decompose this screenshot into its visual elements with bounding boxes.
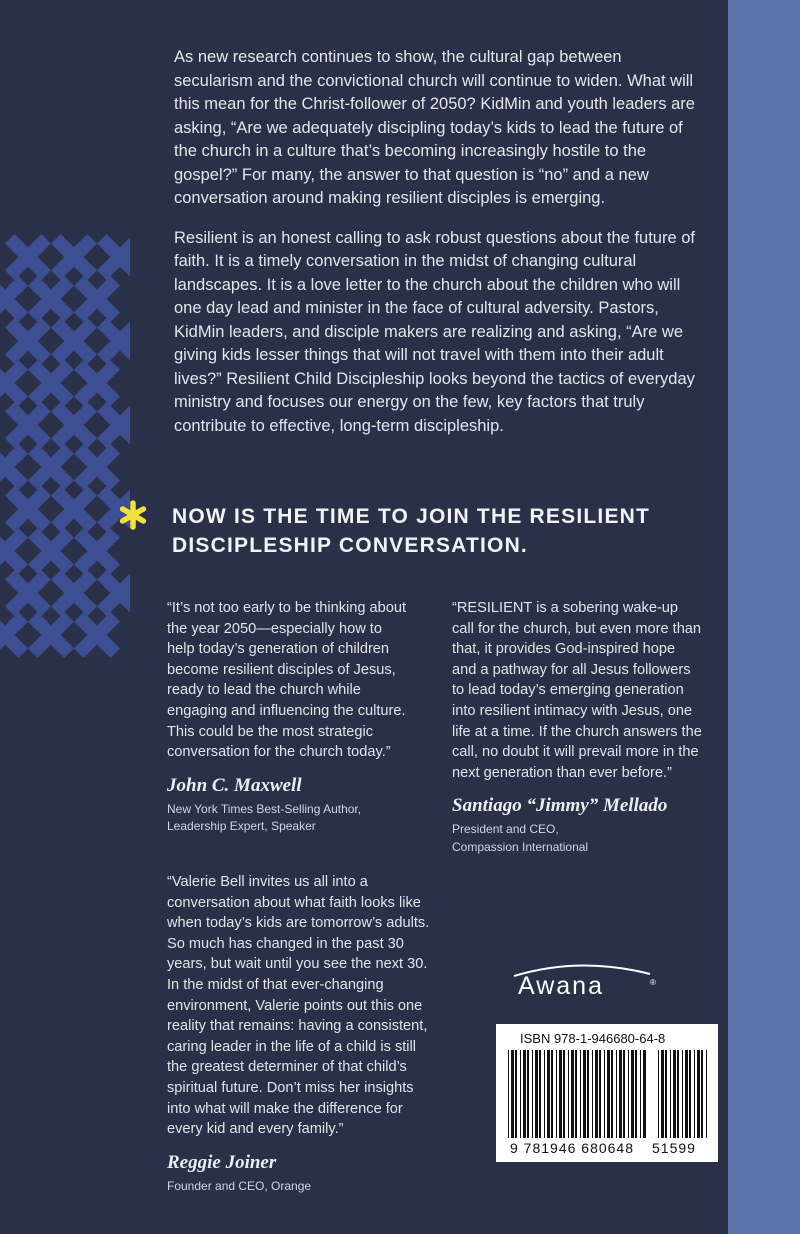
endorsement-text: “RESILIENT is a sobering wake-up call for the church, but even more than that, it provides God-inspired hope and a pathway for all Jesus followers to lead today’s emerging generation into resilient intimacy with Jesus, one life at a time. If the church answers the call, no doubt it will prevail more in the next generation than ever before.”	[452, 600, 702, 781]
barcode-bar	[520, 1050, 521, 1138]
x-pattern-shape	[51, 318, 97, 364]
barcode-bar	[599, 1050, 601, 1138]
awana-logo	[500, 962, 680, 1002]
x-pattern-shape	[97, 402, 130, 448]
intro-paragraph-1: As new research continues to show, the cultural gap between secularism and the convictional church will continue to widen. What will this mean for the Christ-follower of 2050? KidMin and youth leaders are asking, “Are we adequately discipling today’s kids to lead the future of the church in a culture that’s becoming increasingly hostile to the gospel?” For many, the answer to that question is “no” and a new conversation around making resilient disciples is emerging.	[174, 48, 695, 207]
barcode-bar	[619, 1050, 622, 1138]
barcode-bar	[607, 1050, 610, 1138]
barcode-bar	[595, 1050, 598, 1138]
barcode-bar	[547, 1050, 550, 1138]
x-pattern-shape	[0, 360, 28, 406]
barcode-bar	[701, 1050, 703, 1138]
barcode-bar	[689, 1050, 691, 1138]
x-pattern-shape	[28, 444, 74, 490]
x-pattern-shape	[5, 570, 51, 616]
endorser-title-line-1: President and CEO,	[452, 822, 559, 837]
x-pattern-shape	[0, 612, 28, 658]
x-pattern-shape	[97, 318, 130, 364]
barcode-bar	[511, 1050, 514, 1138]
barcode-bar	[508, 1050, 509, 1138]
barcode-bar	[694, 1050, 695, 1138]
x-pattern-shape	[5, 402, 51, 448]
x-pattern-shape	[5, 486, 51, 532]
callout-line-2: DISCIPLESHIP CONVERSATION.	[172, 534, 528, 557]
spine-strip	[728, 0, 800, 1234]
intro-paragraph-2: Resilient is an honest calling to ask robust questions about the future of faith. It is a timely conversation in the midst of changing cultural landscapes. It is a love letter to the church about the children who will one day lead and minister in the face of cultural adversity. Pastors, KidMin leaders, and disciple makers are realizing and asking, “Are we giving kids lesser things that will not travel with them into their adult lives?” Resilient Child Discipleship looks beyond the tactics of everyday ministry and focuses our energy on the few, key factors that truly contribute to effective, long-term discipleship.	[174, 228, 695, 435]
barcode-bar	[583, 1050, 586, 1138]
barcode-bar	[665, 1050, 667, 1138]
barcode-bar	[535, 1050, 538, 1138]
barcode-bar	[592, 1050, 593, 1138]
endorser-title-line-2: Compassion International	[452, 839, 589, 854]
barcode-bar	[604, 1050, 605, 1138]
x-pattern-shape	[51, 402, 97, 448]
barcode-bar	[670, 1050, 671, 1138]
barcode-bar	[616, 1050, 617, 1138]
asterisk-icon	[118, 500, 148, 530]
endorsement-mellado	[452, 598, 702, 856]
endorsement-text: “It’s not too early to be thinking about the year 2050—especially how to help today’s generation of children become resilient disciples of Jesus, ready to lead the church while engaging and influencing the culture. This could be the most strategic conversation for the church today.”	[167, 600, 407, 761]
barcode-bar	[640, 1050, 641, 1138]
barcode-bar	[527, 1050, 529, 1138]
barcode-bar	[697, 1050, 700, 1138]
barcode-bar	[628, 1050, 629, 1138]
x-pattern-shape	[51, 570, 97, 616]
barcode-bar	[682, 1050, 683, 1138]
barcode-bar	[544, 1050, 545, 1138]
barcode-bar	[532, 1050, 533, 1138]
x-pattern-shape	[74, 612, 120, 658]
barcode-bar	[571, 1050, 574, 1138]
endorser-name: Santiago “Jimmy” Mellado	[452, 795, 668, 817]
intro-text	[174, 46, 704, 454]
barcode-bar	[556, 1050, 557, 1138]
barcode-bar	[559, 1050, 562, 1138]
barcode-bar	[568, 1050, 569, 1138]
barcode-bars	[504, 1050, 710, 1142]
barcode-bar	[611, 1050, 613, 1138]
barcode-bar	[631, 1050, 634, 1138]
x-pattern-shape	[74, 276, 120, 322]
barcode-bar	[635, 1050, 637, 1138]
x-pattern-shape	[0, 444, 28, 490]
x-pattern-decoration	[0, 0, 130, 1234]
barcode-bar	[685, 1050, 688, 1138]
barcode	[496, 1024, 718, 1162]
logo-wordmark: Awana	[518, 972, 604, 1000]
endorsement-joiner	[167, 872, 437, 1195]
endorser-title-line-1: Founder and CEO, Orange	[167, 1178, 312, 1193]
endorser-title-line-1: New York Times Best-Selling Author,	[167, 801, 362, 816]
x-pattern-shape	[97, 234, 130, 280]
barcode-bar	[677, 1050, 679, 1138]
barcode-bar	[551, 1050, 553, 1138]
barcode-bar	[706, 1050, 707, 1138]
x-pattern-shape	[28, 276, 74, 322]
x-pattern-shape	[28, 612, 74, 658]
barcode-bar	[539, 1050, 541, 1138]
barcode-bar	[515, 1050, 517, 1138]
x-pattern-shape	[28, 528, 74, 574]
endorser-name: Reggie Joiner	[167, 1151, 277, 1173]
barcode-bar	[580, 1050, 581, 1138]
x-pattern-shape	[97, 570, 130, 616]
barcode-bar	[658, 1050, 659, 1138]
x-pattern-shape	[74, 528, 120, 574]
callout-line-1: NOW IS THE TIME TO JOIN THE RESILIENT	[172, 505, 651, 528]
x-pattern-shape	[51, 234, 97, 280]
x-pattern-shape	[0, 528, 28, 574]
barcode-bar	[563, 1050, 565, 1138]
barcode-supplement-number: 51599	[652, 1140, 696, 1156]
logo-registered-mark: ®	[650, 978, 656, 987]
x-pattern-shape	[74, 444, 120, 490]
barcode-bar	[673, 1050, 676, 1138]
barcode-bar	[575, 1050, 577, 1138]
barcode-number: 9 781946 680648	[510, 1140, 634, 1156]
barcode-bar	[623, 1050, 625, 1138]
x-pattern-shape	[51, 486, 97, 532]
barcode-bar	[643, 1050, 646, 1138]
x-pattern-shape	[28, 360, 74, 406]
x-pattern-shape	[74, 360, 120, 406]
endorser-title-line-2: Leadership Expert, Speaker	[167, 819, 316, 834]
barcode-bar	[523, 1050, 526, 1138]
isbn-label: ISBN 978-1-946680-64-8	[520, 1031, 666, 1046]
x-pattern-shape	[5, 234, 51, 280]
barcode-bar	[587, 1050, 589, 1138]
x-pattern-shape	[5, 318, 51, 364]
barcode-bar	[661, 1050, 664, 1138]
callout-heading	[172, 502, 702, 560]
endorser-name: John C. Maxwell	[167, 774, 302, 796]
endorsement-text: “Valerie Bell invites us all into a conversation about what faith looks like when today’s kids are tomorrow’s adults. So much has changed in the past 30 years, but wait until you see the next 30. In the midst of that ever-changing environment, Valerie points out this one reality that remains: having a consistent, caring leader in the life of a child is still the greatest determiner of that child’s spiritual future. Don’t miss her insights into what will make the difference for every kid and every family.”	[167, 874, 430, 1138]
x-pattern-shape	[0, 276, 28, 322]
endorsement-maxwell	[167, 598, 407, 836]
